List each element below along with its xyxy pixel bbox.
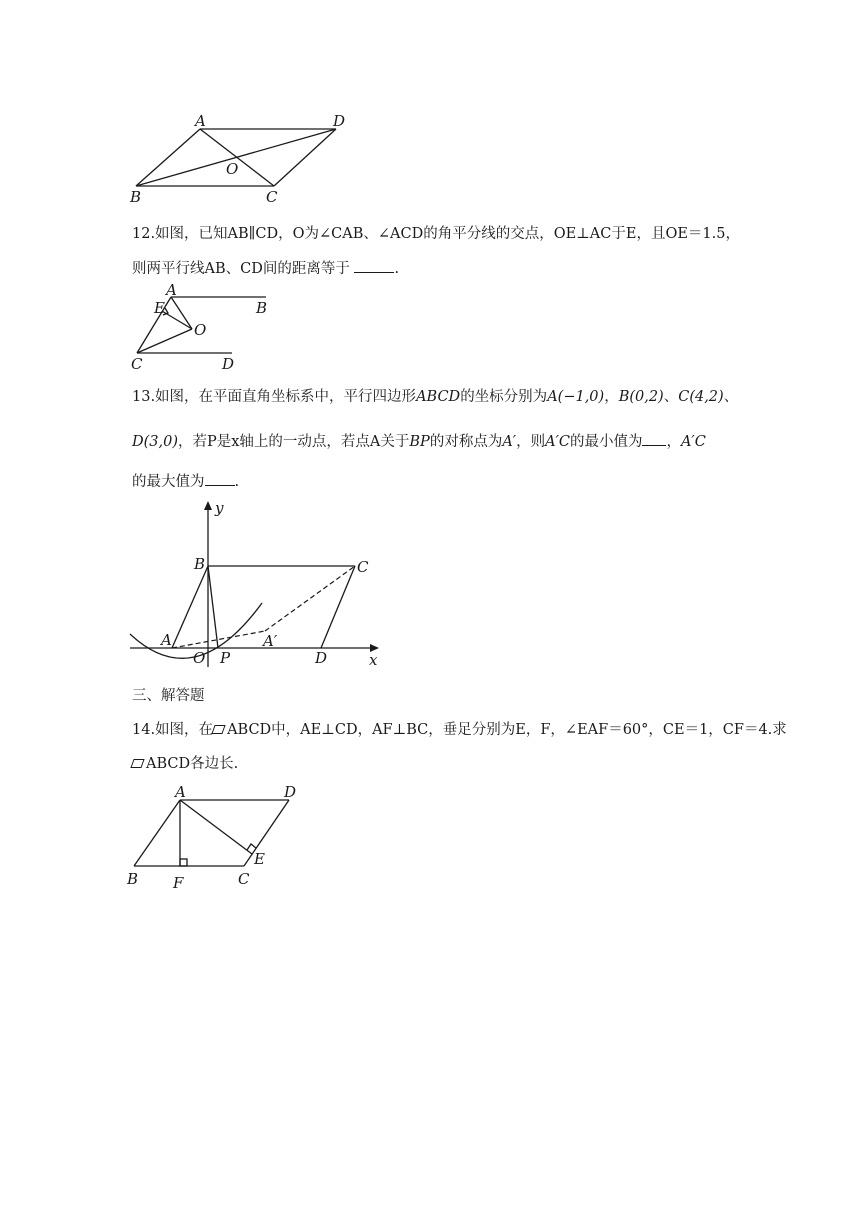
label-a: A	[166, 281, 177, 299]
label-o: O	[226, 160, 239, 178]
parallelogram-symbol-icon	[130, 759, 144, 768]
answer-blank	[354, 258, 394, 273]
label-b: B	[256, 299, 268, 317]
label-p: P	[220, 649, 231, 667]
label-e: E	[254, 850, 265, 868]
answer-blank-max	[205, 471, 235, 486]
label-a-prime: A′	[263, 632, 278, 650]
label-d: D	[284, 783, 297, 801]
label-d: D	[315, 649, 328, 667]
label-o: O	[193, 649, 206, 667]
section-title: 三、解答题	[132, 688, 205, 704]
label-f: F	[173, 874, 184, 892]
label-d: D	[222, 355, 235, 373]
label-b: B	[127, 870, 139, 888]
label-a: A	[195, 112, 206, 130]
label-b: B	[130, 188, 142, 206]
question-12-line-2: 则两平行线AB、CD间的距离等于 .	[132, 258, 732, 279]
label-c: C	[131, 355, 143, 373]
parallelogram-symbol-icon	[211, 725, 225, 734]
label-x: x	[369, 651, 378, 669]
label-e: E	[154, 299, 165, 317]
label-b: B	[194, 555, 206, 573]
label-c: C	[357, 558, 369, 576]
question-14-line-2: ABCD各边长.	[132, 754, 732, 774]
label-a: A	[175, 783, 186, 801]
question-12-line-1: 12.如图，已知AB∥CD，O为∠CAB、∠ACD的角平分线的交点，OE⊥AC于E，且OE＝1.5，	[132, 226, 740, 242]
label-c: C	[238, 870, 250, 888]
parallelogram-altitudes-figure	[126, 780, 306, 895]
question-13-line-1: 13.如图，在平面直角坐标系中，平行四边形ABCD的坐标分别为A(−1,0)，B(0,2)、C(4,2)、	[132, 389, 739, 405]
label-d: D	[333, 112, 346, 130]
answer-blank-min	[642, 431, 666, 446]
coordinate-parallelogram-figure	[125, 495, 385, 675]
question-13-line-2: D(3,0)，若P是x轴上的一动点，若点A关于BP的对称点为A′，则A′C的最小值为 ，A′C	[132, 431, 732, 452]
question-14-line-1: 14.如图，在 ABCD中，AE⊥CD，AF⊥BC，垂足分别为E，F，∠EAF＝60°，CE＝1，CF＝4.求	[132, 722, 787, 738]
question-13-line-3: 的最大值为 .	[132, 471, 732, 492]
label-c: C	[266, 188, 278, 206]
parallel-lines-bisector-figure	[130, 281, 280, 375]
label-a: A	[161, 631, 172, 649]
label-y: y	[215, 499, 224, 517]
label-o: O	[194, 321, 207, 339]
y-axis-arrow	[204, 501, 212, 510]
parallelogram-diagonals-figure	[126, 110, 356, 210]
